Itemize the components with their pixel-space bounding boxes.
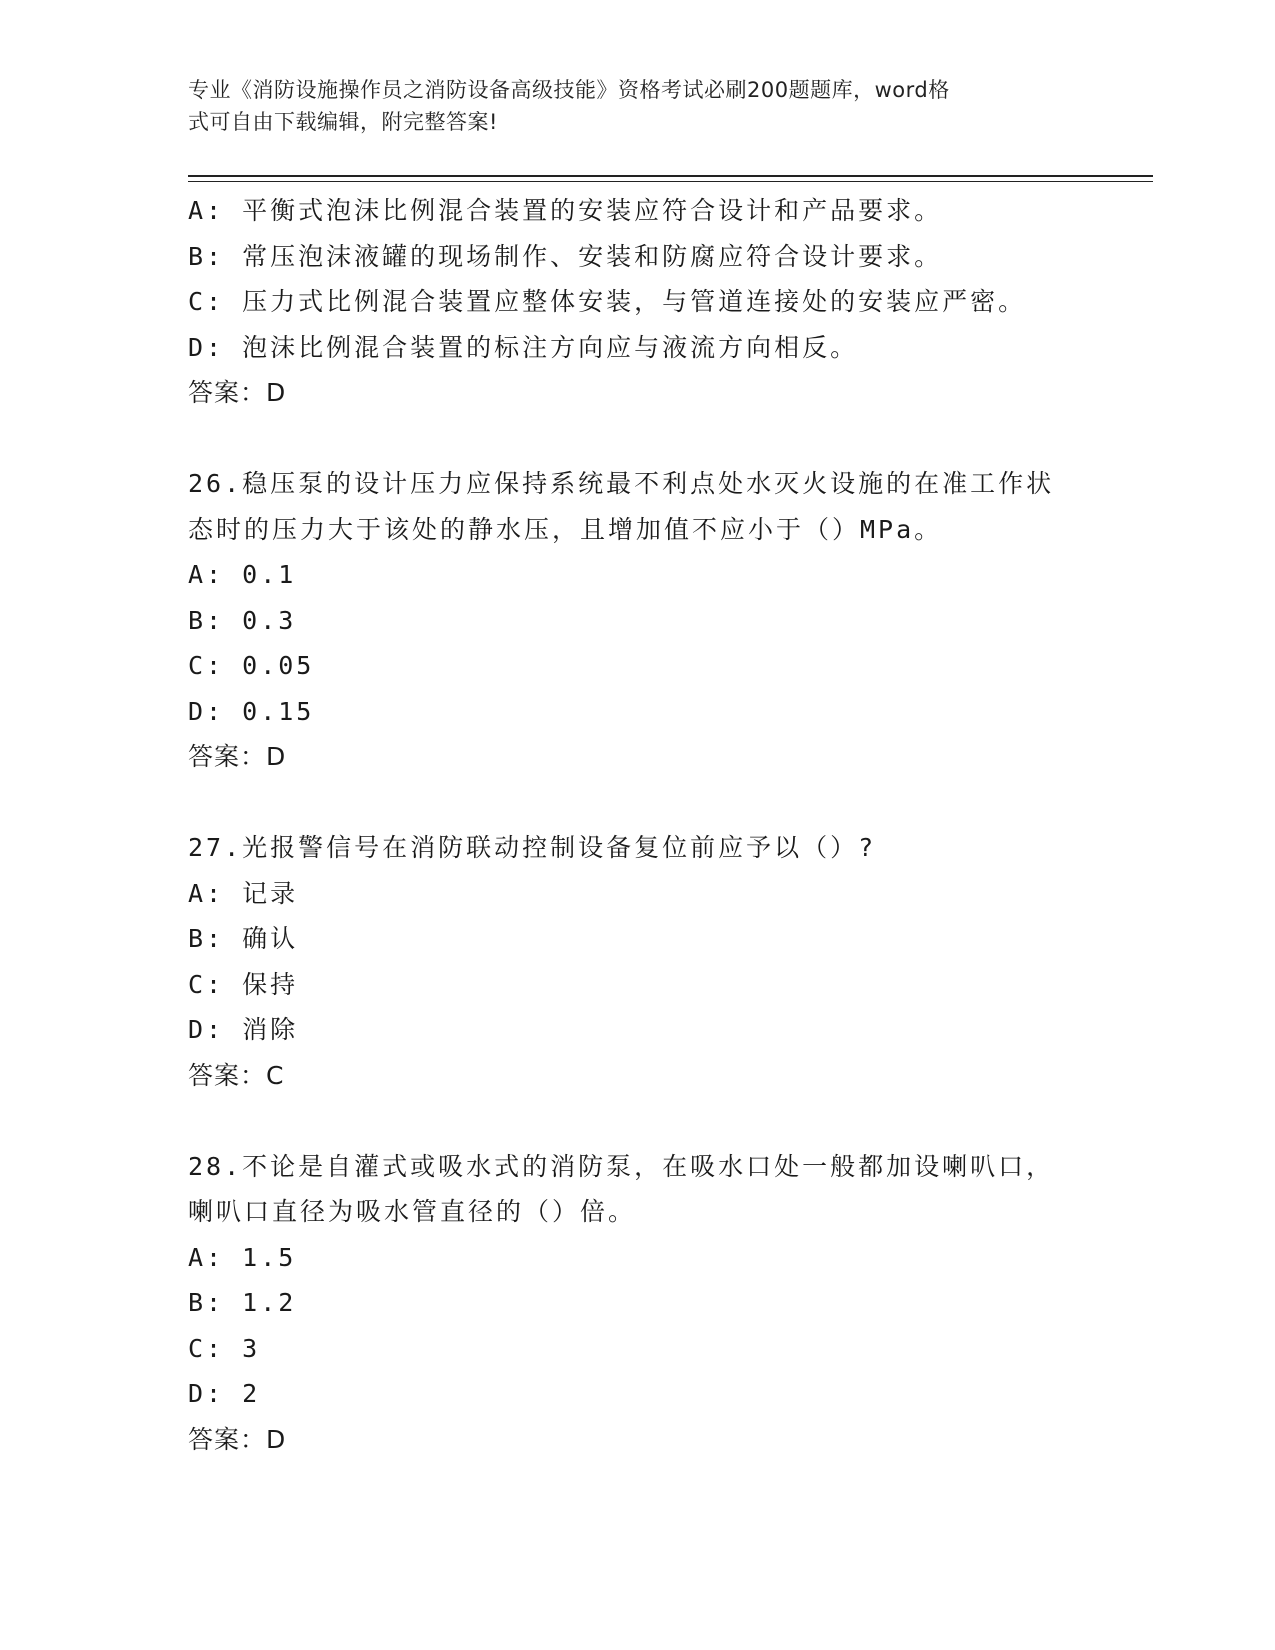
- option-c: C: 3: [188, 1333, 261, 1363]
- document-header: [188, 74, 1068, 138]
- spacer: [188, 780, 1128, 826]
- question-block-prev: [188, 188, 1128, 416]
- option-d: D: 2: [188, 1379, 261, 1408]
- option-a: A: 0.1: [188, 560, 297, 589]
- option-a: A: 1.5: [188, 1242, 297, 1272]
- option-c: C: 0.05: [188, 651, 315, 680]
- option-a: A: 平衡式泡沫比例混合装置的安装应符合设计和产品要求。: [188, 196, 943, 225]
- option-a: A: 记录: [188, 878, 299, 908]
- header-line-2: 式可自由下载编辑，附完整答案!: [188, 110, 498, 134]
- option-d: D: 泡沫比例混合装置的标注方向应与液流方向相反。: [188, 332, 859, 362]
- answer-line: 答案：D: [188, 1424, 287, 1454]
- spacer: [188, 1098, 1128, 1144]
- answer-line: 答案：C: [188, 1060, 285, 1090]
- header-line-1: 专业《消防设施操作员之消防设备高级技能》资格考试必刷200题题库，word格: [188, 78, 950, 102]
- option-d: D: 0.15: [188, 696, 315, 726]
- spacer: [188, 416, 1128, 462]
- question-text-line-2: 态时的压力大于该处的静水压，且增加值不应小于（）MPa。: [188, 514, 943, 544]
- option-c: C: 压力式比例混合装置应整体安装，与管道连接处的安装应严密。: [188, 287, 1027, 316]
- question-text-line-1: 27.光报警信号在消防联动控制设备复位前应予以（）?: [188, 833, 877, 862]
- header-rule-thick: [188, 175, 1153, 177]
- answer-line: 答案：D: [188, 378, 287, 407]
- question-block-28: [188, 1144, 1128, 1463]
- option-b: B: 1.2: [188, 1288, 297, 1317]
- question-text-line-1: 28.不论是自灌式或吸水式的消防泵，在吸水口处一般都加设喇叭口，: [188, 1151, 1055, 1181]
- option-b: B: 确认: [188, 924, 299, 953]
- question-list: [188, 188, 1128, 1462]
- option-c: C: 保持: [188, 969, 299, 999]
- question-text-line-2: 喇叭口直径为吸水管直径的（）倍。: [188, 1197, 637, 1226]
- question-block-26: [188, 461, 1128, 780]
- question-block-27: [188, 825, 1128, 1098]
- option-d: D: 消除: [188, 1015, 299, 1044]
- question-text-line-1: 26.稳压泵的设计压力应保持系统最不利点处水灭火设施的在准工作状: [188, 469, 1055, 498]
- option-b: B: 0.3: [188, 605, 297, 635]
- option-b: B: 常压泡沫液罐的现场制作、安装和防腐应符合设计要求。: [188, 241, 943, 271]
- answer-line: 答案：D: [188, 742, 287, 771]
- header-rule-thin: [188, 181, 1153, 182]
